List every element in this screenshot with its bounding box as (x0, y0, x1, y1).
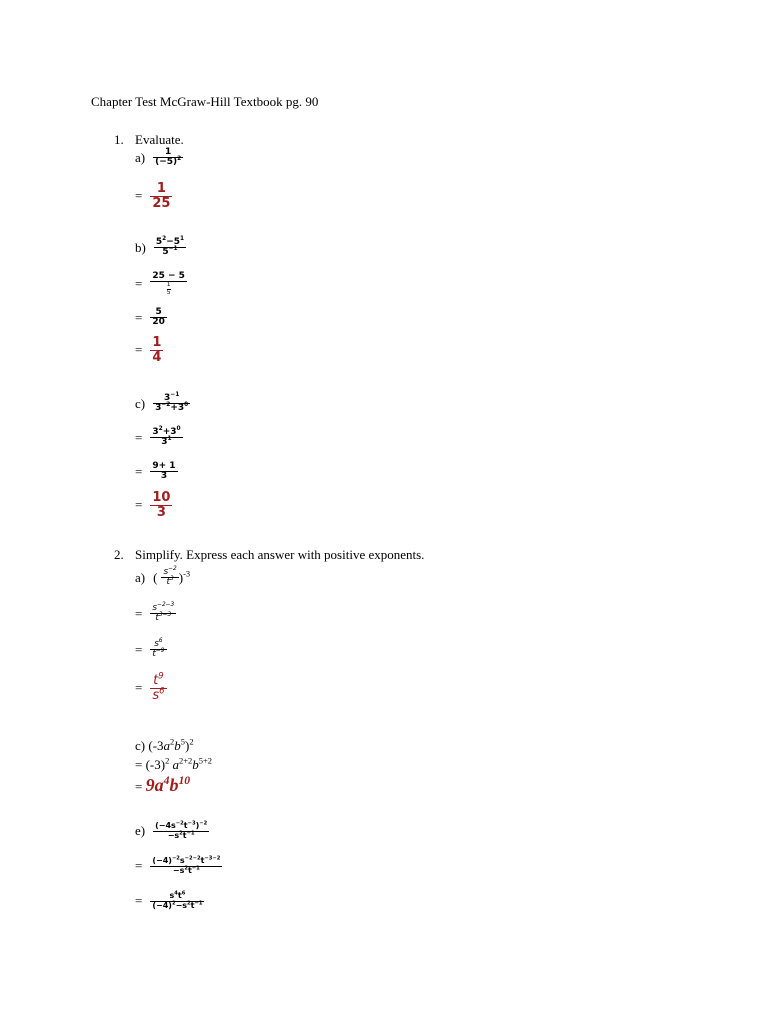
q1c-expression: c) $\frac{3^{-1}}{3^{-2}+3^0}$ (135, 392, 189, 414)
question-2-prompt: Simplify. Express each answer with positive exponents. (135, 547, 425, 562)
q2a-step-1: = $\frac{s^{-2-3}}{t^{3-3}}$ (135, 602, 175, 624)
q1c-step-1: = $\frac{3^2+3^0}{3^1}$ (135, 426, 181, 448)
question-1-prompt: Evaluate. (135, 132, 184, 147)
q1a-label: a) (135, 149, 146, 165)
q1b-fraction: $\frac{5^2-5^1}{5^{-1}}$ (155, 236, 185, 258)
q1b-step-2: = $\frac{5}{20}$ (135, 307, 165, 328)
q1c-step-2: = $\frac{9+ 1}{3}$ (135, 461, 176, 482)
q2c-label: c) (135, 738, 146, 753)
q1b-answer: = $\frac{1}{4}$ (135, 335, 162, 366)
q2a-step-2: = $\frac{s^6}{t^{-9}}$ (135, 638, 165, 660)
q1a-answer-fraction: $\frac{1}{25}$ (152, 181, 171, 212)
document-title: Chapter Test McGraw-Hill Textbook pg. 90 (91, 94, 319, 109)
q1b-step-1: = $\frac{25 - 5}{\frac{1}{5}}$ (135, 271, 185, 296)
q2a-label: a) (135, 569, 146, 585)
q1a-fraction: $\frac{1}{(-5)^2}$ (155, 147, 182, 168)
q1b-expression (135, 238, 186, 258)
q1c-label: c) (135, 395, 146, 411)
q1c-answer: = $\frac{10}{3}$ (135, 490, 171, 521)
question-1-number: 1. (114, 132, 124, 147)
question-2-number: 2. (114, 547, 124, 562)
q2a-answer: = $\frac{t^9}{s^6}$ (135, 670, 165, 704)
q2c-answer: = $9a^4b^{10}$ (135, 774, 191, 795)
q2e-label: e) (135, 823, 146, 839)
q1a-answer: = $\frac{1}{25}$ (135, 181, 171, 212)
q1a-expression (135, 148, 183, 168)
q2a-expression: a) ( $\frac{s^{-2}}{t^3}$ )$^{-3}$ (135, 566, 191, 588)
q2e-step-2: = $\frac{s^4t^6}{(-4)^2-s^2t^{-1}}$ (135, 890, 203, 910)
q1b-label: b) (135, 239, 146, 255)
q2e-step-1: = $\frac{(-4)^{-2}s^{-2-2}t^{-3-2}}{-s^2t^{-1}}$ (135, 855, 221, 875)
q2c-step-1: = $(-3)^2$ $a^{2+2}b^{5+2}$ (135, 755, 212, 772)
q2c-expression: c) $(-3a^2b^5)^2$ (135, 736, 194, 753)
q2e-expression: e) $\frac{(-4s^{-2}t^{-3})^{-2}}{-s^2t^{-1}}$ (135, 820, 208, 840)
